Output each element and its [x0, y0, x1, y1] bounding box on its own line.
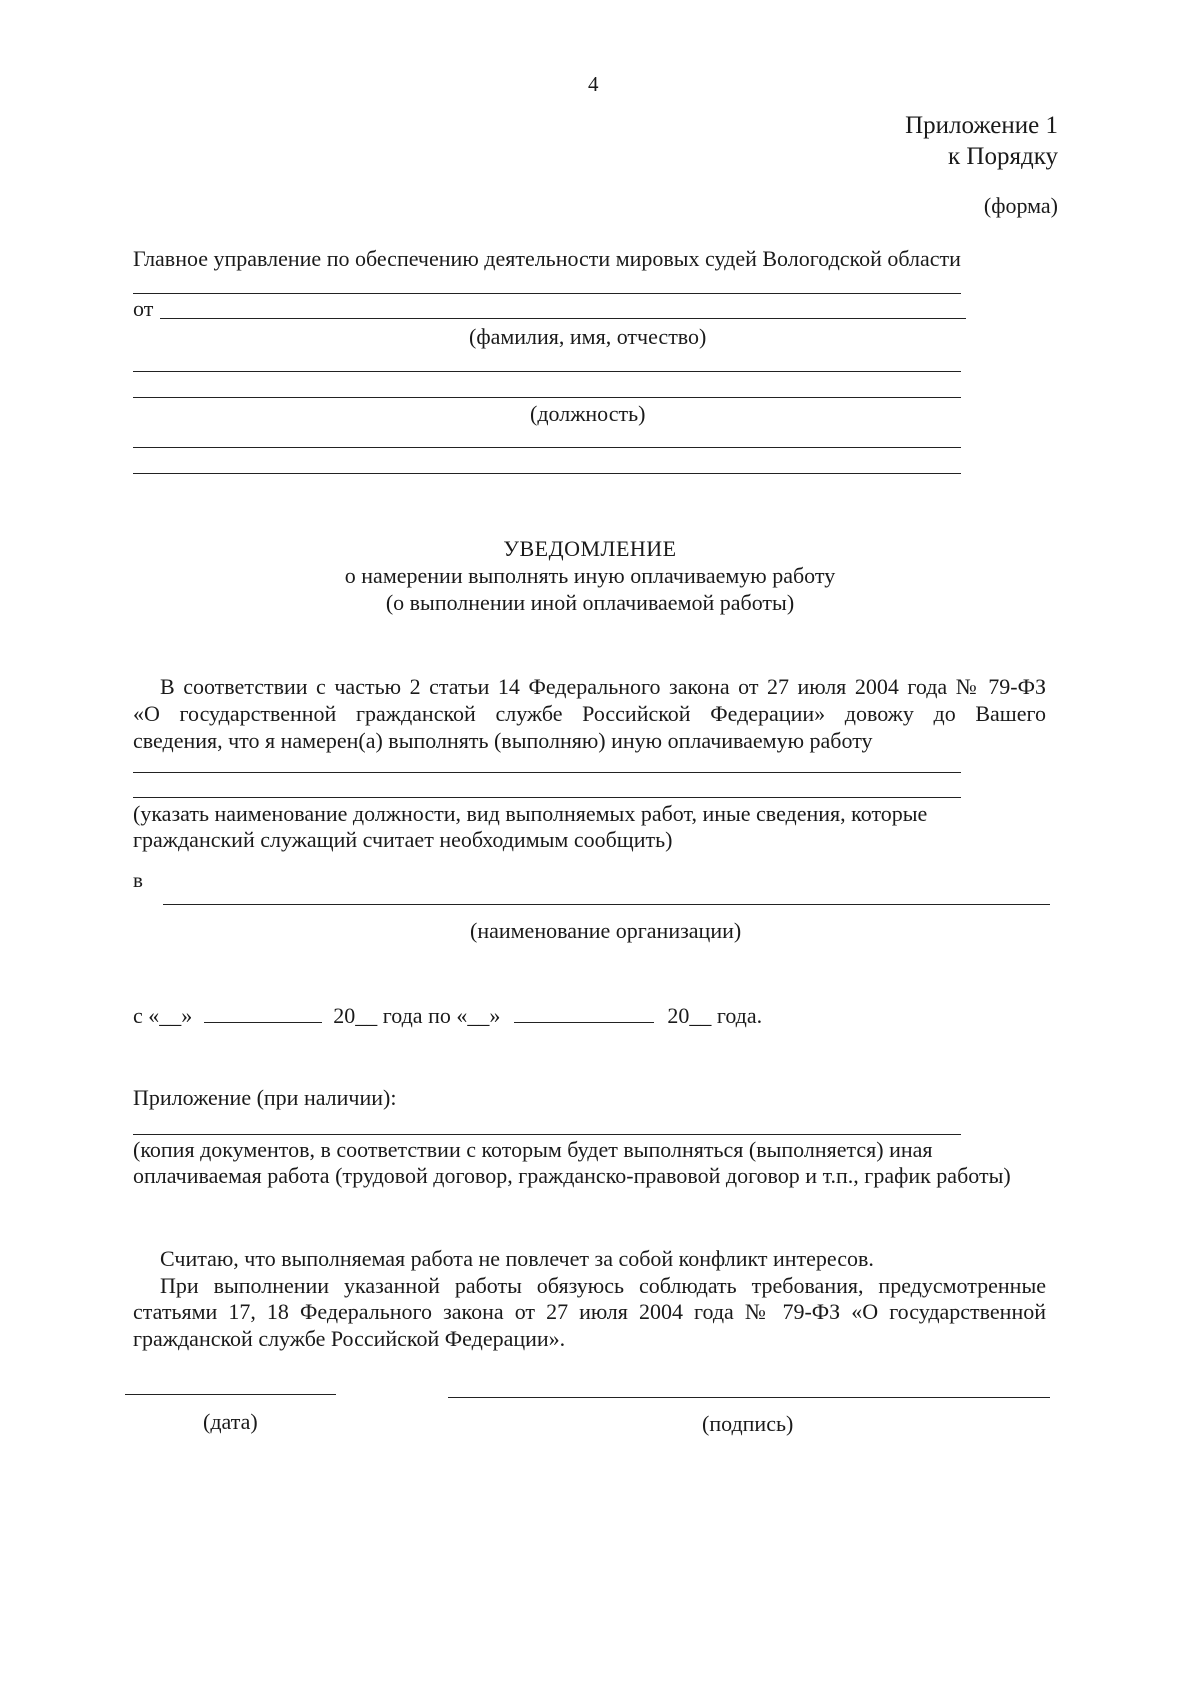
fio-field[interactable] — [160, 318, 966, 319]
closing-statement-2-line-1: При выполнении указанной работы обязуюсь соблюдать требования, предусмотренные — [160, 1273, 1046, 1298]
organization-field[interactable] — [163, 904, 1050, 905]
page-number: 4 — [588, 72, 599, 96]
position-line-2[interactable] — [133, 447, 961, 448]
attachment-label: Приложение (при наличии): — [133, 1085, 397, 1110]
period-from-month[interactable] — [204, 1004, 322, 1023]
body-line-2: «О государственной гражданской службе Российской Федерации» довожу до Вашего — [133, 701, 1046, 726]
from-label: от — [133, 296, 154, 321]
addressee-line — [133, 293, 961, 294]
form-label: (форма) — [983, 193, 1058, 218]
body-line-3: сведения, что я намерен(а) выполнять (выполняю) иную оплачиваемую работу — [133, 728, 873, 753]
work-field-1[interactable] — [133, 772, 961, 773]
work-caption-1: (указать наименование должности, вид выполняемых работ, иные сведения, которые — [133, 801, 928, 826]
period-to-month[interactable] — [514, 1004, 654, 1023]
closing-statement-1: Считаю, что выполняемая работа не повлечет за собой конфликт интересов. — [160, 1246, 874, 1271]
document-subtitle-2: (о выполнении иной оплачиваемой работы) — [385, 590, 795, 615]
period-row — [133, 1003, 762, 1029]
fio-line-2[interactable] — [133, 371, 961, 372]
signature-caption: (подпись) — [702, 1411, 794, 1436]
closing-statement-2-line-3: гражданской службе Российской Федерации». — [133, 1326, 566, 1351]
work-field-2[interactable] — [133, 797, 961, 798]
period-from-label: с «__» — [133, 1003, 193, 1028]
body-line-1: В соответствии с частью 2 статьи 14 Федерального закона от 27 июля 2004 года № 79-ФЗ — [160, 674, 1046, 699]
attachment-field[interactable] — [133, 1134, 961, 1135]
period-year1-label: 20__ года по «__» — [333, 1003, 501, 1028]
position-field[interactable] — [133, 397, 961, 398]
closing-statement-2-line-2: статьями 17, 18 Федерального закона от 27 июля 2004 года № 79-ФЗ «О государственной — [133, 1299, 1046, 1324]
appendix-title: Приложение 1 — [905, 112, 1058, 139]
date-caption: (дата) — [203, 1409, 258, 1434]
signature-field[interactable] — [448, 1397, 1050, 1398]
in-label: в — [133, 868, 143, 892]
attachment-caption-1: (копия документов, в соответствии с которым будет выполняться (выполняется) иная — [133, 1137, 933, 1162]
attachment-caption-2: оплачиваемая работа (трудовой договор, гражданско-правовой договор и т.п., график работы) — [133, 1163, 1011, 1188]
appendix-subtitle: к Порядку — [948, 143, 1058, 170]
position-caption: (должность) — [530, 401, 646, 426]
work-caption-2: гражданский служащий считает необходимым сообщить) — [133, 827, 673, 852]
document-title: УВЕДОМЛЕНИЕ — [503, 536, 677, 561]
addressee: Главное управление по обеспечению деятельности мировых судей Вологодской области — [133, 246, 961, 271]
position-line-3[interactable] — [133, 473, 961, 474]
date-field[interactable] — [125, 1394, 336, 1395]
fio-caption: (фамилия, имя, отчество) — [469, 324, 707, 349]
period-year2-label: 20__ года. — [667, 1003, 763, 1028]
organization-caption: (наименование организации) — [470, 918, 742, 943]
document-subtitle-1: о намерении выполнять иную оплачиваемую работу — [344, 563, 836, 588]
